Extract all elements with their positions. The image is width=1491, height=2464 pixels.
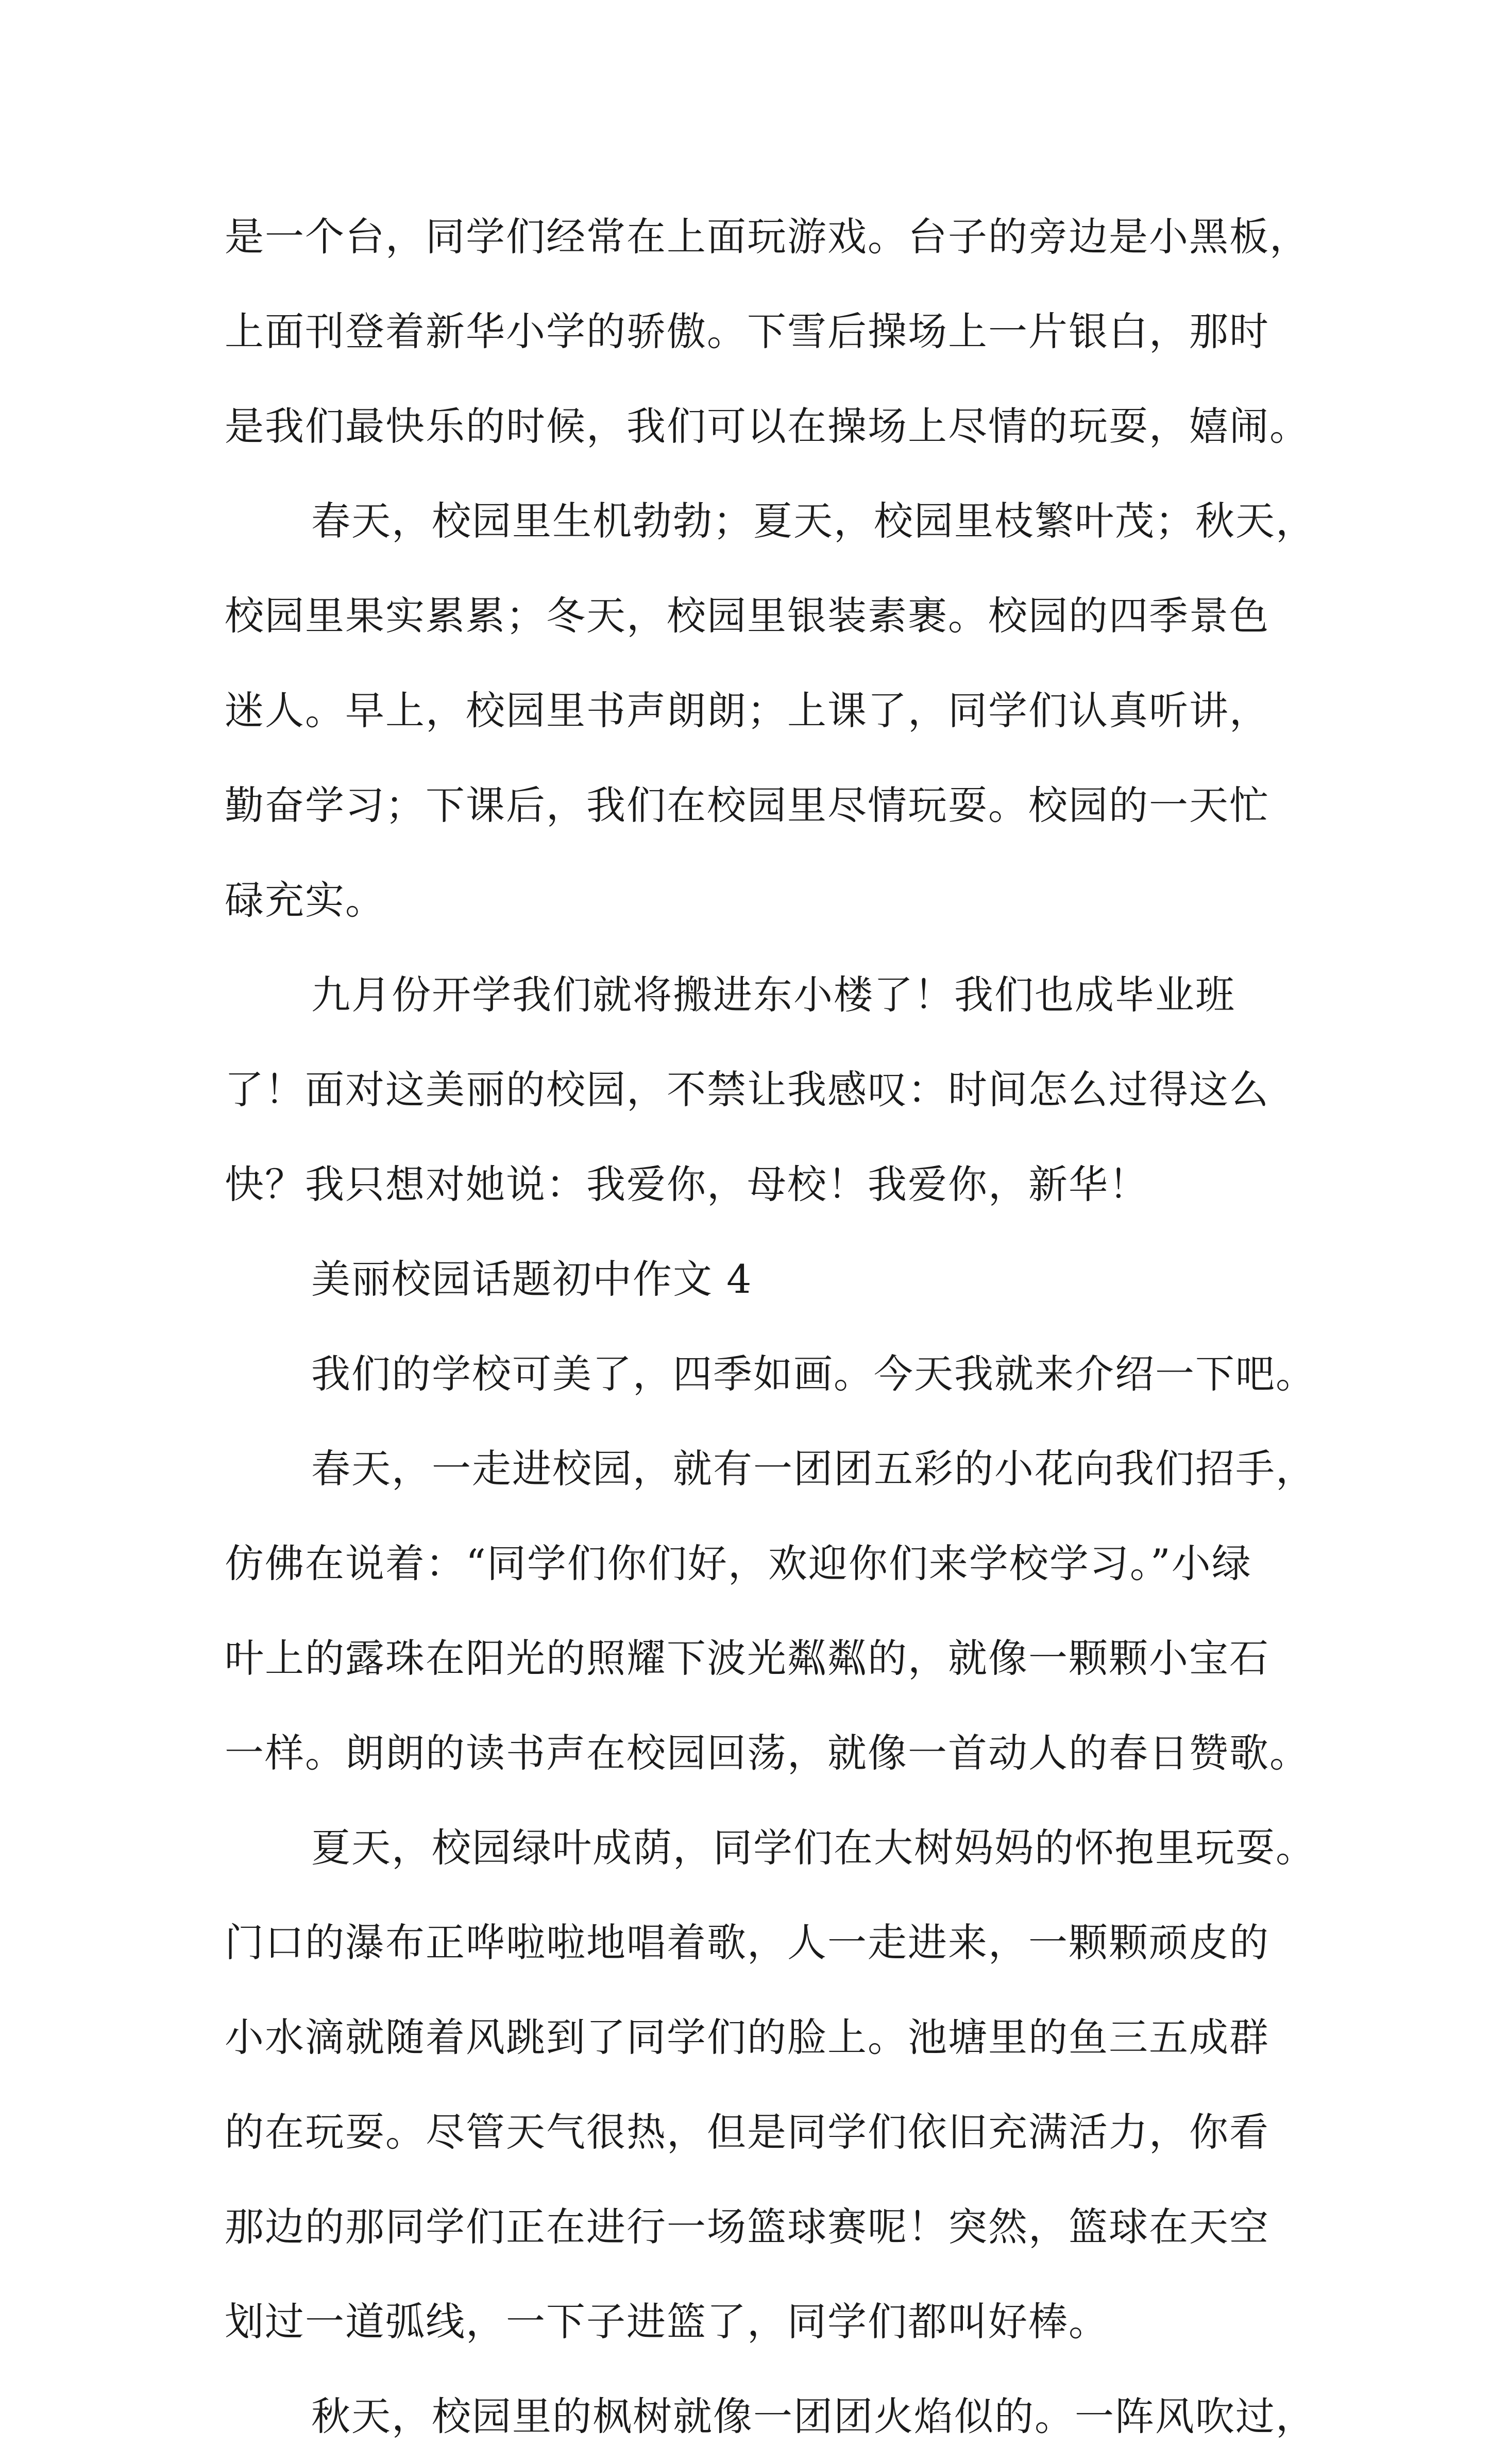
text-line-1: 是一个台，同学们经常在上面玩游戏。台子的旁边是小黑板， bbox=[225, 214, 1310, 260]
text-line-6: 迷人。早上，校园里书声朗朗；上课了，同学们认真听讲， bbox=[225, 688, 1269, 733]
text-line-4: 春天，校园里生机勃勃；夏天，校园里枝繁叶茂；秋天， bbox=[311, 498, 1316, 544]
section-heading: 美丽校园话题初中作文 4 bbox=[311, 1256, 753, 1302]
essay-body bbox=[225, 190, 1316, 2464]
text-line-18: 夏天，校园绿叶成荫，同学们在大树妈妈的怀抱里玩耍。 bbox=[311, 1825, 1316, 1871]
text-line-3: 是我们最快乐的时候，我们可以在操场上尽情的玩耍，嬉闹。 bbox=[225, 403, 1310, 449]
text-line-24: 秋天，校园里的枫树就像一团团火焰似的。一阵风吹过， bbox=[311, 2393, 1316, 2439]
text-line-8: 碌充实。 bbox=[225, 877, 385, 923]
text-line-9: 九月份开学我们就将搬进东小楼了！我们也成毕业班 bbox=[311, 972, 1235, 1018]
text-line-14: 春天，一走进校园，就有一团团五彩的小花向我们招手， bbox=[311, 1446, 1316, 1492]
text-line-5: 校园里果实累累；冬天，校园里银装素裹。校园的四季景色 bbox=[225, 593, 1269, 639]
text-line-21: 的在玩耍。尽管天气很热，但是同学们依旧充满活力，你看 bbox=[225, 2109, 1269, 2155]
text-line-19: 门口的瀑布正哗啦啦地唱着歌，人一走进来，一颗颗顽皮的 bbox=[225, 1920, 1269, 1965]
text-line-15: 仿佛在说着：“同学们你们好，欢迎你们来学校学习。”小绿 bbox=[225, 1541, 1252, 1586]
text-line-17: 一样。朗朗的读书声在校园回荡，就像一首动人的春日赞歌。 bbox=[225, 1730, 1310, 1776]
text-line-16: 叶上的露珠在阳光的照耀下波光粼粼的，就像一颗颗小宝石 bbox=[225, 1635, 1269, 1681]
text-line-13: 我们的学校可美了，四季如画。今天我就来介绍一下吧。 bbox=[311, 1351, 1316, 1397]
text-line-22: 那边的那同学们正在进行一场篮球赛呢！突然，篮球在天空 bbox=[225, 2204, 1269, 2250]
text-line-2: 上面刊登着新华小学的骄傲。下雪后操场上一片银白，那时 bbox=[225, 309, 1269, 354]
text-line-23: 划过一道弧线，一下子进篮了，同学们都叫好棒。 bbox=[225, 2299, 1109, 2345]
text-line-11: 快？我只想对她说：我爱你，母校！我爱你，新华！ bbox=[225, 1161, 1149, 1207]
text-line-10: 了！面对这美丽的校园，不禁让我感叹：时间怎么过得这么 bbox=[225, 1067, 1269, 1113]
text-line-20: 小水滴就随着风跳到了同学们的脸上。池塘里的鱼三五成群 bbox=[225, 2014, 1269, 2060]
text-line-7: 勤奋学习；下课后，我们在校园里尽情玩耍。校园的一天忙 bbox=[225, 782, 1269, 828]
